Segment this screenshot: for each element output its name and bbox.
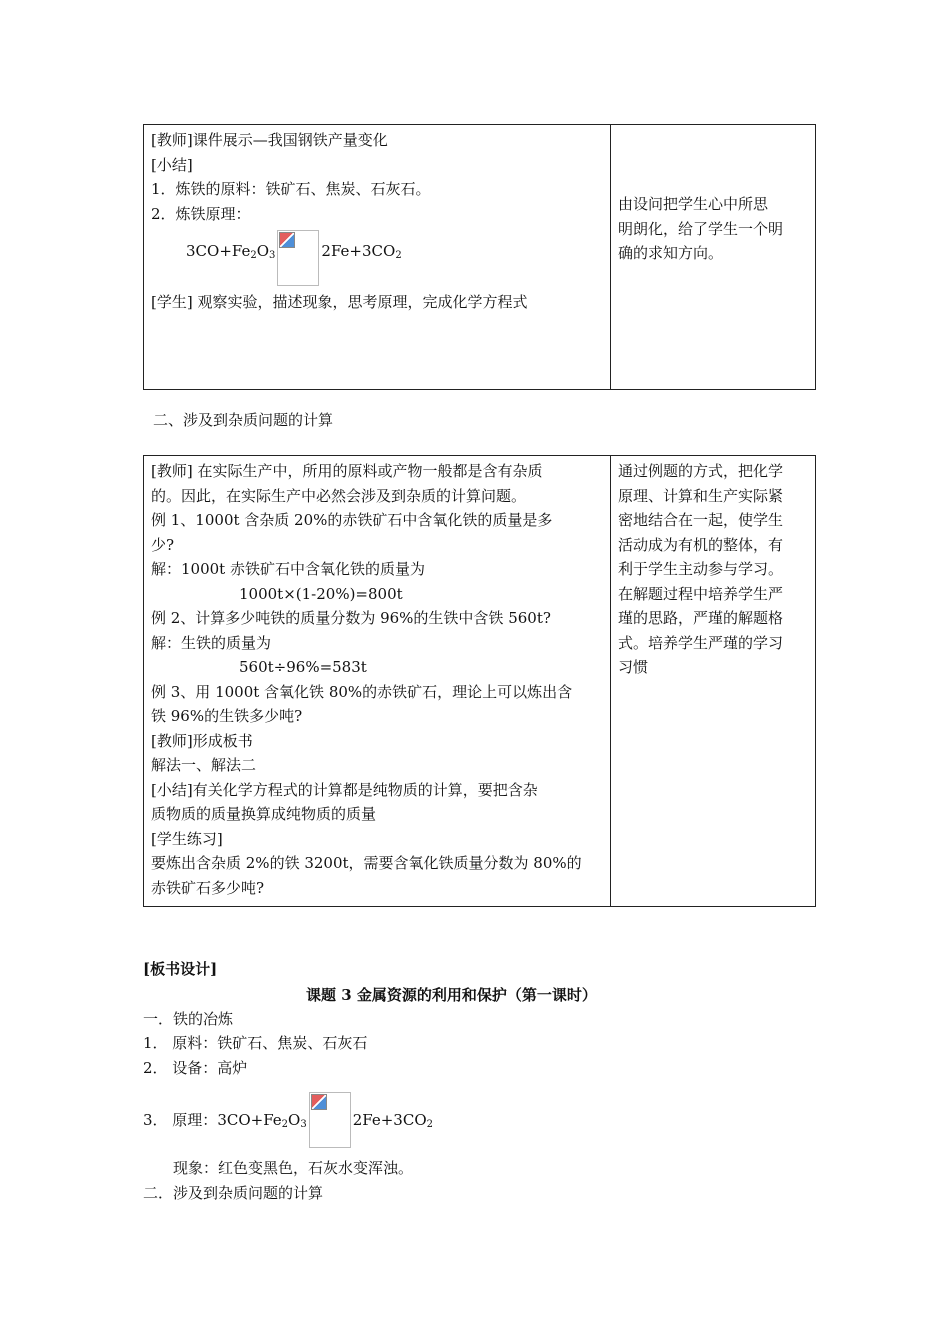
text-line: 质物质的质量换算成纯物质的质量 bbox=[151, 805, 377, 823]
text-line: 要炼出含杂质 2%的铁 3200t，需要含氧化铁质量分数为 80%的 bbox=[151, 854, 582, 872]
text-line: 解：生铁的质量为 bbox=[151, 633, 272, 652]
text-line: [教师]形成板书 bbox=[151, 731, 253, 750]
text-line: 赤铁矿石多少吨? bbox=[151, 878, 265, 897]
text-line: [小结]有关化学方程式的计算都是纯物质的计算，要把含杂 bbox=[151, 780, 538, 799]
equation-lhs: $3CO+Fe_2O_3$ bbox=[217, 1111, 307, 1130]
text-line: [学生练习] bbox=[151, 829, 223, 848]
text-line: 1．炼铁的原料：铁矿石、焦炭、石灰石。 bbox=[151, 180, 431, 198]
equation-lhs: $3CO+Fe_2O_3$ bbox=[186, 241, 276, 261]
column-divider bbox=[610, 456, 611, 906]
text-line: 少? bbox=[151, 535, 175, 554]
board-item: 二．涉及到杂质问题的计算 bbox=[143, 1184, 324, 1202]
design-intent-cell bbox=[618, 192, 810, 266]
text-line: 原理、计算和生产实际紧 bbox=[618, 486, 784, 505]
design-intent-cell bbox=[618, 459, 810, 680]
text-line: 在解题过程中培养学生严 bbox=[618, 584, 784, 603]
text-line: 2．炼铁原理： bbox=[151, 204, 251, 223]
text-line: 瑾的思路，严瑾的解题格 bbox=[618, 609, 784, 627]
board-design-heading: [板书设计] bbox=[143, 960, 218, 978]
text-line: 通过例题的方式，把化学 bbox=[618, 462, 784, 480]
text-line: [学生] 观察实验，描述现象，思考原理，完成化学方程式 bbox=[151, 293, 528, 311]
teaching-table-1 bbox=[143, 124, 816, 390]
broken-image-icon bbox=[279, 232, 295, 248]
principle-label: 3． 原理： bbox=[143, 1111, 218, 1129]
equation-rhs: $2Fe+3CO_2$ bbox=[321, 241, 402, 261]
text-line: 解：1000t 赤铁矿石中含氧化铁的质量为 bbox=[151, 560, 425, 578]
text-line: 例 3、用 1000t 含氧化铁 80%的赤铁矿石，理论上可以炼出含 bbox=[151, 682, 573, 701]
phenomenon-text: 现象：红色变黑色，石灰水变浑浊。 bbox=[173, 1159, 414, 1177]
text-line: 解法一、解法二 bbox=[151, 756, 257, 774]
text-line: 例 2、计算多少吨铁的质量分数为 96%的生铁中含铁 560t? bbox=[151, 609, 551, 627]
teaching-table-2 bbox=[143, 455, 816, 907]
broken-image-icon bbox=[311, 1094, 327, 1110]
lesson-title: 课题 3 金属资源的利用和保护（第一课时） bbox=[306, 986, 597, 1004]
text-line: [小结] bbox=[151, 155, 193, 174]
board-principle bbox=[143, 1088, 433, 1148]
board-item: 一．铁的冶炼 bbox=[143, 1010, 234, 1028]
text-line: 利于学生主动参与学习。 bbox=[618, 560, 784, 578]
text-line: 铁 96%的生铁多少吨? bbox=[151, 707, 303, 725]
text-line: 活动成为有机的整体，有 bbox=[618, 535, 784, 554]
text-line: [教师]课件展示—我国钢铁产量变化 bbox=[151, 131, 388, 149]
section-heading: 二、涉及到杂质问题的计算 bbox=[153, 411, 334, 429]
column-divider bbox=[610, 125, 611, 389]
calculation-line: 1000t×(1-20%)=800t bbox=[239, 584, 403, 603]
reaction-equation bbox=[151, 226, 606, 286]
reaction-condition-image bbox=[309, 1092, 351, 1148]
teacher-activity-cell bbox=[151, 459, 606, 900]
equation-rhs: $2Fe+3CO_2$ bbox=[352, 1111, 434, 1130]
text-line: 例 1、1000t 含杂质 20%的赤铁矿石中含氧化铁的质量是多 bbox=[151, 511, 553, 529]
board-item: 1． 原料：铁矿石、焦炭、石灰石 bbox=[143, 1034, 368, 1052]
board-item: 2． 设备：高炉 bbox=[143, 1059, 248, 1077]
calculation-line: 560t÷96%=583t bbox=[239, 658, 367, 676]
text-line: 习惯 bbox=[618, 658, 649, 676]
text-line: 密地结合在一起，使学生 bbox=[618, 511, 784, 529]
text-line: 确的求知方向。 bbox=[618, 244, 724, 262]
text-line: 明朗化，给了学生一个明 bbox=[618, 219, 784, 238]
text-line: 的。因此，在实际生产中必然会涉及到杂质的计算问题。 bbox=[151, 486, 527, 505]
teacher-activity-cell bbox=[151, 128, 606, 315]
reaction-condition-image bbox=[277, 230, 319, 286]
text-line: [教师] 在实际生产中，所用的原料或产物一般都是含有杂质 bbox=[151, 462, 543, 480]
text-line: 由设问把学生心中所思 bbox=[618, 195, 769, 213]
text-line: 式。培养学生严瑾的学习 bbox=[618, 633, 784, 652]
